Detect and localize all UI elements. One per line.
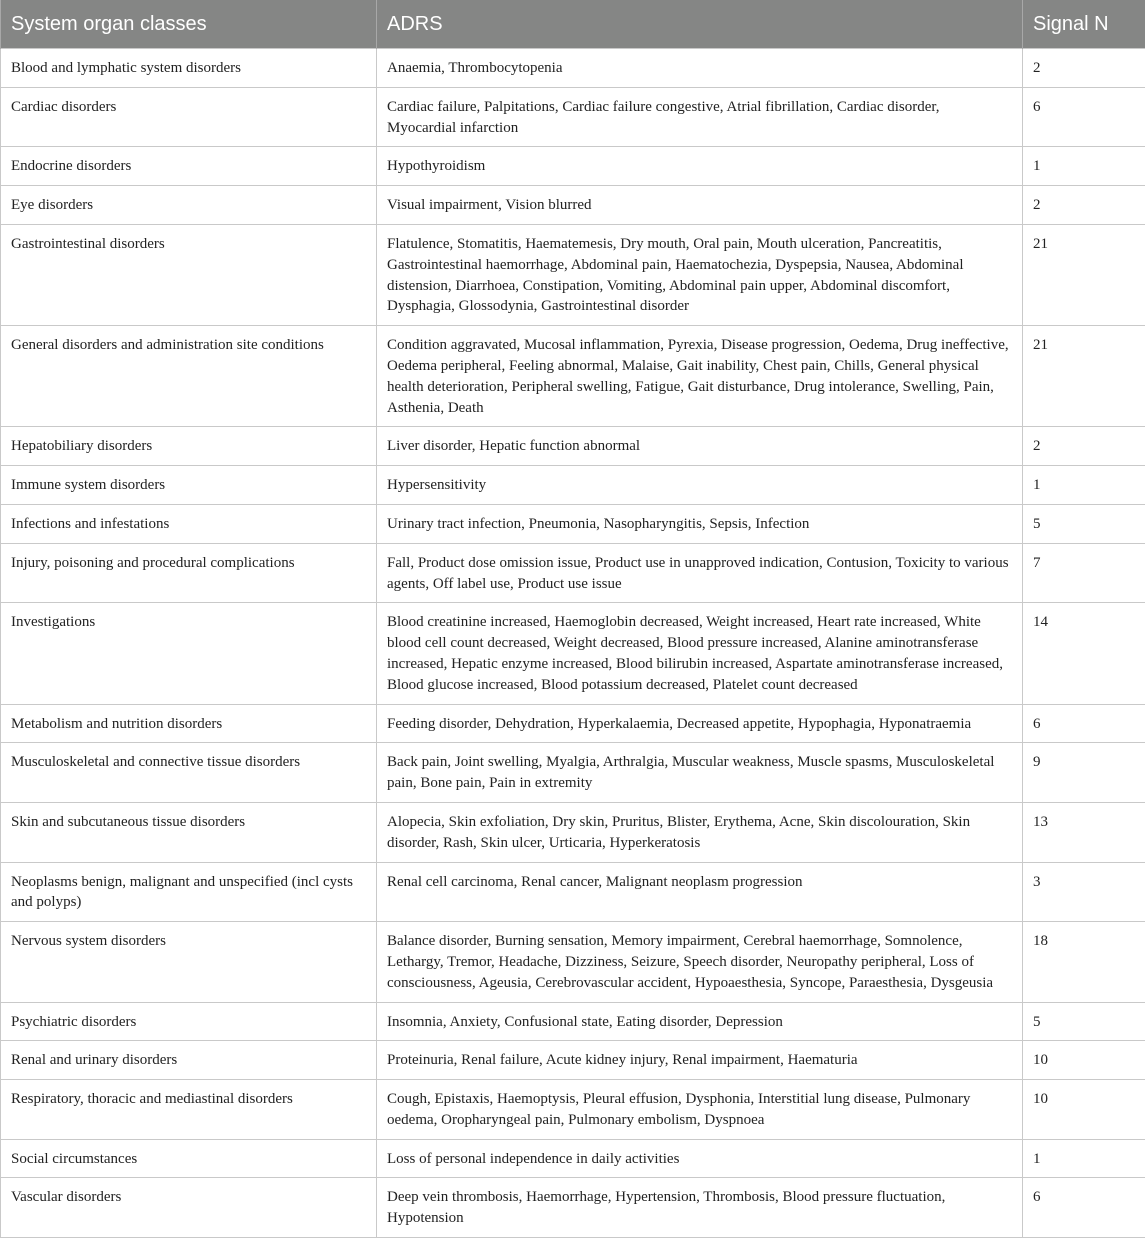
cell-adrs: Cardiac failure, Palpitations, Cardiac failure congestive, Atrial fibrillation, Cardiac disorder, Myocardial infarction: [377, 87, 1023, 147]
cell-signal-n: 21: [1023, 224, 1145, 325]
cell-signal-n: 1: [1023, 466, 1145, 505]
table-row: [1, 704, 1145, 743]
header-adrs: ADRS: [377, 0, 1023, 49]
table-row: [1, 1178, 1145, 1238]
cell-adrs: Urinary tract infection, Pneumonia, Nasopharyngitis, Sepsis, Infection: [377, 504, 1023, 543]
cell-system-organ-class: Nervous system disorders: [1, 922, 377, 1002]
table-header: [1, 0, 1145, 49]
cell-system-organ-class: Renal and urinary disorders: [1, 1041, 377, 1080]
cell-system-organ-class: Eye disorders: [1, 186, 377, 225]
cell-adrs: Visual impairment, Vision blurred: [377, 186, 1023, 225]
cell-signal-n: 2: [1023, 49, 1145, 88]
cell-signal-n: 1: [1023, 147, 1145, 186]
table-row: [1, 466, 1145, 505]
cell-adrs: Blood creatinine increased, Haemoglobin decreased, Weight increased, Heart rate increased, White blood cell count decreased, Weight decreased, Blood pressure increased, Alanine aminotransferase increased, Hepatic enzyme increased, Blood bilirubin increased, Aspartate aminotransferase increased, Blood glucose increased, Blood potassium decreased, Platelet count decreased: [377, 603, 1023, 704]
cell-adrs: Liver disorder, Hepatic function abnormal: [377, 427, 1023, 466]
table-row: [1, 504, 1145, 543]
cell-signal-n: 2: [1023, 427, 1145, 466]
cell-signal-n: 6: [1023, 704, 1145, 743]
header-signal-n: Signal N: [1023, 0, 1145, 49]
cell-adrs: Renal cell carcinoma, Renal cancer, Malignant neoplasm progression: [377, 862, 1023, 922]
cell-adrs: Flatulence, Stomatitis, Haematemesis, Dry mouth, Oral pain, Mouth ulceration, Pancreatitis, Gastrointestinal haemorrhage, Abdominal pain, Haematochezia, Dyspepsia, Nausea, Abdominal distension, Diarrhoea, Constipation, Vomiting, Abdominal pain upper, Abdominal discomfort, Dysphagia, Glossodynia, Gastrointestinal disorder: [377, 224, 1023, 325]
cell-system-organ-class: General disorders and administration site conditions: [1, 326, 377, 427]
cell-signal-n: 1: [1023, 1139, 1145, 1178]
cell-system-organ-class: Respiratory, thoracic and mediastinal disorders: [1, 1080, 377, 1140]
table-row: [1, 49, 1145, 88]
cell-system-organ-class: Immune system disorders: [1, 466, 377, 505]
table-row: [1, 1139, 1145, 1178]
table-row: [1, 862, 1145, 922]
table-row: [1, 603, 1145, 704]
cell-adrs: Cough, Epistaxis, Haemoptysis, Pleural effusion, Dysphonia, Interstitial lung disease, Pulmonary oedema, Oropharyngeal pain, Pulmonary embolism, Dyspnoea: [377, 1080, 1023, 1140]
cell-signal-n: 6: [1023, 87, 1145, 147]
cell-system-organ-class: Blood and lymphatic system disorders: [1, 49, 377, 88]
cell-system-organ-class: Skin and subcutaneous tissue disorders: [1, 802, 377, 862]
cell-signal-n: 13: [1023, 802, 1145, 862]
table-row: [1, 743, 1145, 803]
cell-signal-n: 7: [1023, 543, 1145, 603]
table-row: [1, 543, 1145, 603]
cell-system-organ-class: Cardiac disorders: [1, 87, 377, 147]
cell-system-organ-class: Infections and infestations: [1, 504, 377, 543]
cell-signal-n: 9: [1023, 743, 1145, 803]
cell-system-organ-class: Psychiatric disorders: [1, 1002, 377, 1041]
cell-adrs: Condition aggravated, Mucosal inflammation, Pyrexia, Disease progression, Oedema, Drug ineffective, Oedema peripheral, Feeling abnormal, Malaise, Gait inability, Chest pain, Chills, General physical health deterioration, Peripheral swelling, Fatigue, Gait disturbance, Drug intolerance, Swelling, Pain, Asthenia, Death: [377, 326, 1023, 427]
table-row: [1, 186, 1145, 225]
cell-adrs: Loss of personal independence in daily activities: [377, 1139, 1023, 1178]
cell-adrs: Hypothyroidism: [377, 147, 1023, 186]
cell-system-organ-class: Endocrine disorders: [1, 147, 377, 186]
cell-signal-n: 14: [1023, 603, 1145, 704]
cell-adrs: Proteinuria, Renal failure, Acute kidney injury, Renal impairment, Haematuria: [377, 1041, 1023, 1080]
table-row: [1, 147, 1145, 186]
table-row: [1, 1041, 1145, 1080]
cell-adrs: Fall, Product dose omission issue, Product use in unapproved indication, Contusion, Toxicity to various agents, Off label use, Product use issue: [377, 543, 1023, 603]
cell-system-organ-class: Vascular disorders: [1, 1178, 377, 1238]
cell-system-organ-class: Investigations: [1, 603, 377, 704]
table-row: [1, 922, 1145, 1002]
table-row: [1, 802, 1145, 862]
cell-adrs: Anaemia, Thrombocytopenia: [377, 49, 1023, 88]
cell-signal-n: 3: [1023, 862, 1145, 922]
table-row: [1, 1080, 1145, 1140]
cell-signal-n: 10: [1023, 1080, 1145, 1140]
cell-adrs: Balance disorder, Burning sensation, Memory impairment, Cerebral haemorrhage, Somnolence, Lethargy, Tremor, Headache, Dizziness, Seizure, Speech disorder, Neuropathy peripheral, Loss of consciousness, Ageusia, Cerebrovascular accident, Hypoaesthesia, Syncope, Paraesthesia, Dysgeusia: [377, 922, 1023, 1002]
cell-signal-n: 5: [1023, 504, 1145, 543]
table-row: [1, 1002, 1145, 1041]
cell-system-organ-class: Gastrointestinal disorders: [1, 224, 377, 325]
cell-signal-n: 5: [1023, 1002, 1145, 1041]
header-system-organ-classes: System organ classes: [1, 0, 377, 49]
table-row: [1, 427, 1145, 466]
cell-system-organ-class: Metabolism and nutrition disorders: [1, 704, 377, 743]
cell-system-organ-class: Musculoskeletal and connective tissue disorders: [1, 743, 377, 803]
table-body: [1, 49, 1145, 1238]
table-row: [1, 87, 1145, 147]
cell-adrs: Feeding disorder, Dehydration, Hyperkalaemia, Decreased appetite, Hypophagia, Hyponatraemia: [377, 704, 1023, 743]
cell-adrs: Hypersensitivity: [377, 466, 1023, 505]
cell-signal-n: 2: [1023, 186, 1145, 225]
cell-adrs: Back pain, Joint swelling, Myalgia, Arthralgia, Muscular weakness, Muscle spasms, Musculoskeletal pain, Bone pain, Pain in extremity: [377, 743, 1023, 803]
cell-signal-n: 10: [1023, 1041, 1145, 1080]
cell-adrs: Alopecia, Skin exfoliation, Dry skin, Pruritus, Blister, Erythema, Acne, Skin discolouration, Skin disorder, Rash, Skin ulcer, Urticaria, Hyperkeratosis: [377, 802, 1023, 862]
table-row: [1, 326, 1145, 427]
cell-system-organ-class: Injury, poisoning and procedural complications: [1, 543, 377, 603]
cell-system-organ-class: Neoplasms benign, malignant and unspecified (incl cysts and polyps): [1, 862, 377, 922]
cell-signal-n: 18: [1023, 922, 1145, 1002]
cell-adrs: Deep vein thrombosis, Haemorrhage, Hypertension, Thrombosis, Blood pressure fluctuation, Hypotension: [377, 1178, 1023, 1238]
cell-adrs: Insomnia, Anxiety, Confusional state, Eating disorder, Depression: [377, 1002, 1023, 1041]
cell-signal-n: 21: [1023, 326, 1145, 427]
cell-system-organ-class: Social circumstances: [1, 1139, 377, 1178]
cell-signal-n: 6: [1023, 1178, 1145, 1238]
table-row: [1, 224, 1145, 325]
cell-system-organ-class: Hepatobiliary disorders: [1, 427, 377, 466]
header-row: [1, 0, 1145, 49]
